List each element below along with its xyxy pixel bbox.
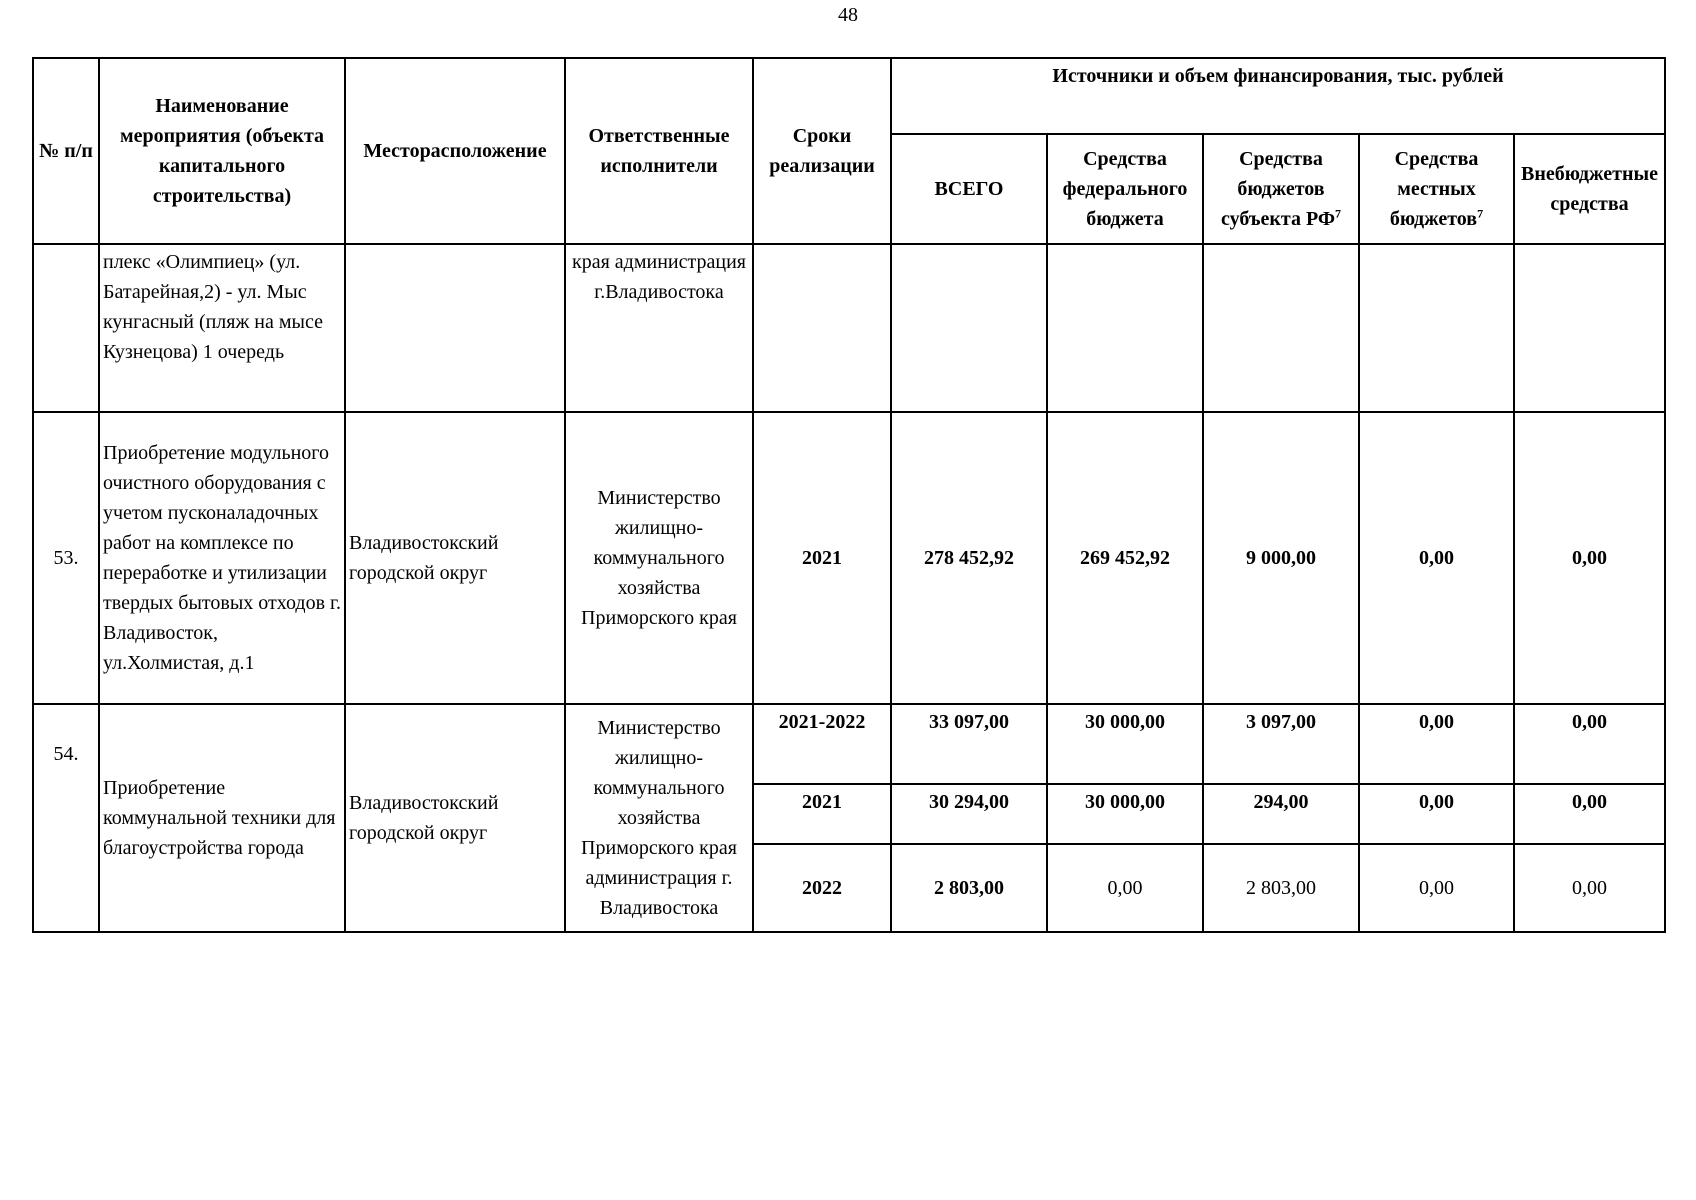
row-term bbox=[753, 244, 891, 412]
row-executors: края администрация г.Владивостока bbox=[565, 244, 753, 412]
header-num: № п/п bbox=[33, 58, 99, 244]
row-location bbox=[345, 244, 565, 412]
row-local: 0,00 bbox=[1359, 784, 1514, 844]
row-federal: 269 452,92 bbox=[1047, 412, 1203, 704]
row-term: 2021 bbox=[753, 412, 891, 704]
row-extra: 0,00 bbox=[1514, 844, 1665, 932]
row-local: 0,00 bbox=[1359, 844, 1514, 932]
row-total bbox=[891, 244, 1047, 412]
header-name: Наименование мероприятия (объекта капитального строительства) bbox=[99, 58, 345, 244]
page-number: 48 bbox=[838, 4, 858, 26]
header-federal: Средства федерального бюджета bbox=[1047, 134, 1203, 244]
row-num: 54. bbox=[33, 704, 99, 932]
row-total: 2 803,00 bbox=[891, 844, 1047, 932]
row-extra bbox=[1514, 244, 1665, 412]
row-name: Приобретение модульного очистного оборудования с учетом пусконаладочных работ на комплексе по переработке и утилизации твердых бытовых отходов г. Владивосток, ул.Холмистая, д.1 bbox=[99, 412, 345, 704]
row-total: 278 452,92 bbox=[891, 412, 1047, 704]
table-row bbox=[33, 704, 1665, 784]
row-local bbox=[1359, 244, 1514, 412]
row-federal: 0,00 bbox=[1047, 844, 1203, 932]
row-local: 0,00 bbox=[1359, 412, 1514, 704]
row-extra: 0,00 bbox=[1514, 412, 1665, 704]
row-num: 53. bbox=[33, 412, 99, 704]
row-subject: 9 000,00 bbox=[1203, 412, 1359, 704]
row-federal: 30 000,00 bbox=[1047, 784, 1203, 844]
header-location: Месторасположение bbox=[345, 58, 565, 244]
row-executors: Министерство жилищно-коммунального хозяйства Приморского края администрация г. Владивостока bbox=[565, 704, 753, 932]
row-federal: 30 000,00 bbox=[1047, 704, 1203, 784]
row-term: 2022 bbox=[753, 844, 891, 932]
financing-table bbox=[32, 57, 1666, 933]
row-extra: 0,00 bbox=[1514, 784, 1665, 844]
table-row bbox=[33, 412, 1665, 704]
header-local: Средства местных бюджетов$^7$ bbox=[1359, 134, 1514, 244]
header-subject: Средства бюджетов субъекта $РФ^7$ bbox=[1203, 134, 1359, 244]
row-subject: 2 803,00 bbox=[1203, 844, 1359, 932]
row-local: 0,00 bbox=[1359, 704, 1514, 784]
row-extra: 0,00 bbox=[1514, 704, 1665, 784]
row-total: 30 294,00 bbox=[891, 784, 1047, 844]
row-location: Владивостокский городской округ bbox=[345, 704, 565, 932]
header-terms: Сроки реализации bbox=[753, 58, 891, 244]
row-name: плекс «Олимпиец» (ул. Батарейная,2) - ул. Мыс кунгасный (пляж на мысе Кузнецова) 1 очередь bbox=[99, 244, 345, 412]
row-location: Владивостокский городской округ bbox=[345, 412, 565, 704]
row-subject: 294,00 bbox=[1203, 784, 1359, 844]
row-executors: Министерство жилищно-коммунального хозяйства Приморского края bbox=[565, 412, 753, 704]
header-sources: Источники и объем финансирования, тыс. рублей bbox=[891, 58, 1665, 134]
row-name: Приобретение коммунальной техники для благоустройства города bbox=[99, 704, 345, 932]
row-subject: 3 097,00 bbox=[1203, 704, 1359, 784]
header-total: ВСЕГО bbox=[891, 134, 1047, 244]
row-subject bbox=[1203, 244, 1359, 412]
header-extra: Внебюджетные средства bbox=[1514, 134, 1665, 244]
row-term: 2021-2022 bbox=[753, 704, 891, 784]
table-row bbox=[33, 244, 1665, 412]
header-executors: Ответственные исполнители bbox=[565, 58, 753, 244]
row-federal bbox=[1047, 244, 1203, 412]
row-total: 33 097,00 bbox=[891, 704, 1047, 784]
row-term: 2021 bbox=[753, 784, 891, 844]
row-num bbox=[33, 244, 99, 412]
